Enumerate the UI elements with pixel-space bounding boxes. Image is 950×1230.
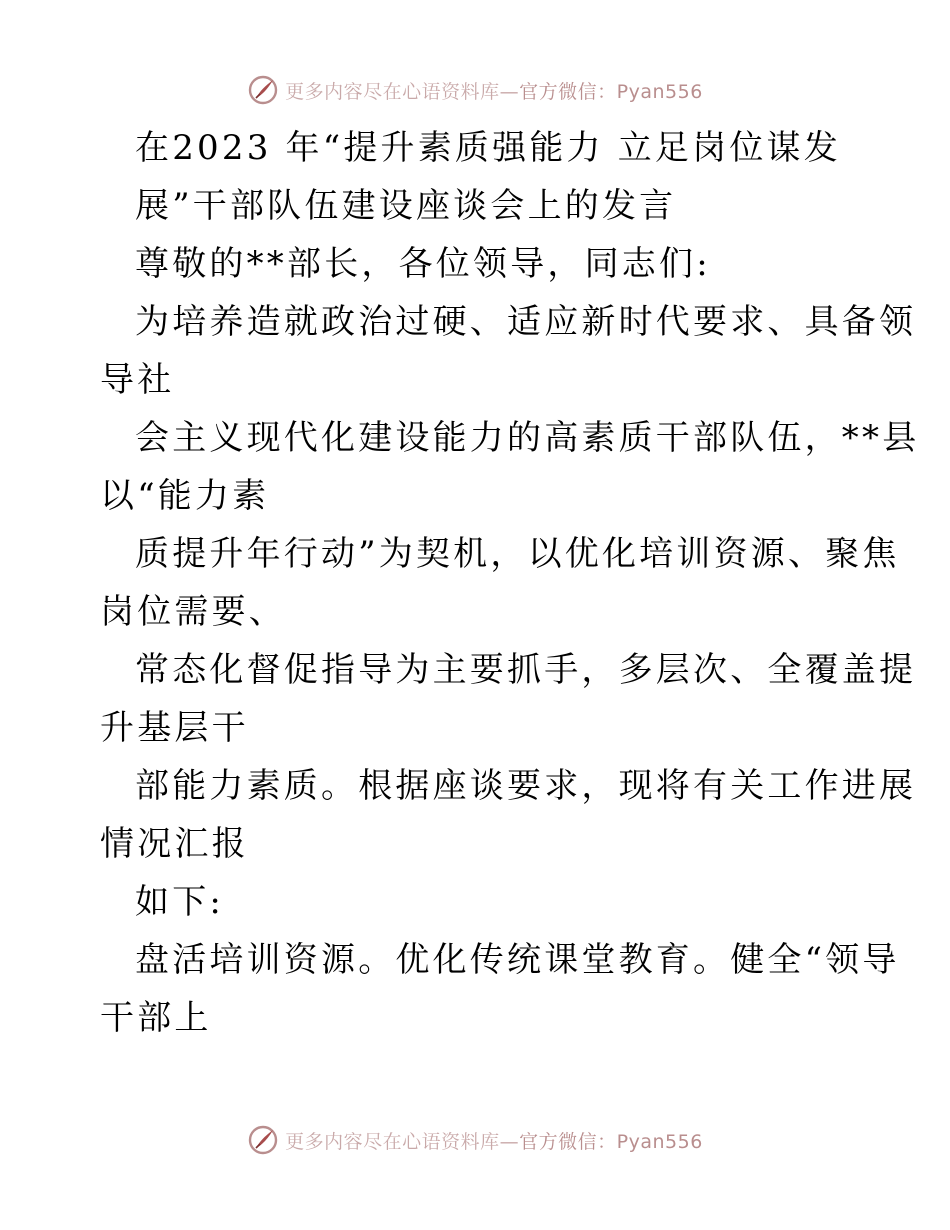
document-title-line-2: 展”干部队伍建设座谈会上的发言	[135, 186, 677, 226]
paragraph-line: 质提升年行动”为契机，以优化培训资源、聚焦	[135, 534, 900, 574]
paragraph-line: 部能力素质。根据座谈要求，现将有关工作进展	[135, 766, 917, 806]
paragraph-line: 如下:	[135, 882, 225, 922]
paragraph-line: 会主义现代化建设能力的高素质干部队伍，**县	[135, 418, 920, 458]
document-title-line-1: 在2023 年“提升素质强能力 立足岗位谋发	[135, 128, 841, 168]
quill-logo-icon	[247, 74, 279, 106]
paragraph-line: 岗位需要、	[100, 592, 286, 632]
salutation-line: 尊敬的**部长，各位领导，同志们:	[135, 244, 711, 284]
quill-logo-icon	[247, 1124, 279, 1156]
footer-watermark	[0, 1120, 950, 1160]
paragraph-line: 为培养造就政治过硬、适应新时代要求、具备领	[135, 302, 917, 342]
watermark-wechat-text: 官方微信：Pyan556	[519, 80, 703, 103]
watermark-wechat-text: 官方微信：Pyan556	[519, 1130, 703, 1153]
watermark-main-text: 更多内容尽在心语资料库—	[285, 80, 520, 103]
paragraph-line: 以“能力素	[100, 476, 270, 516]
paragraph-line: 情况汇报	[100, 824, 249, 864]
paragraph-line: 导社	[100, 360, 175, 400]
paragraph-line: 盘活培训资源。优化传统课堂教育。健全“领导	[135, 940, 900, 980]
paragraph-line: 常态化督促指导为主要抓手，多层次、全覆盖提	[135, 650, 917, 690]
paragraph-line: 干部上	[100, 998, 212, 1038]
paragraph-line: 升基层干	[100, 708, 249, 748]
header-watermark	[0, 70, 950, 110]
watermark-main-text: 更多内容尽在心语资料库—	[285, 1130, 520, 1153]
